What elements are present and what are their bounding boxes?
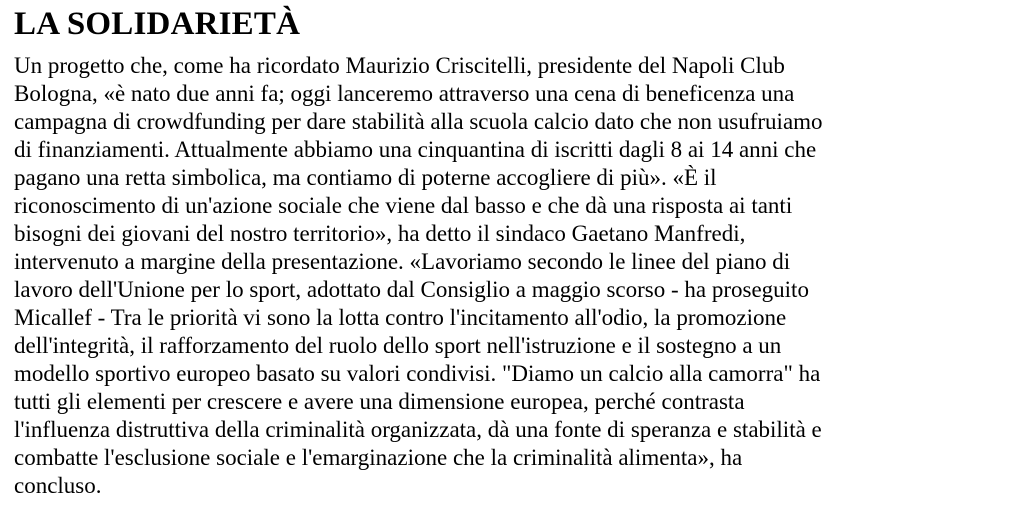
paragraph-line: Bologna, «è nato due anni fa; oggi lanceremo attraverso una cena di beneficenza una <box>14 81 795 106</box>
article-body <box>14 52 1018 500</box>
paragraph-line: bisogni dei giovani del nostro territorio», ha detto il sindaco Gaetano Manfredi, <box>14 221 746 246</box>
paragraph-line: lavoro dell'Unione per lo sport, adottato dal Consiglio a maggio scorso - ha proseguito <box>14 277 809 302</box>
paragraph-line: combatte l'esclusione sociale e l'emarginazione che la criminalità alimenta», ha <box>14 445 743 470</box>
paragraph-line: concluso. <box>14 473 102 498</box>
paragraph-line: l'influenza distruttiva della criminalità organizzata, dà una fonte di speranza e stabilità e <box>14 417 822 442</box>
paragraph-line: Un progetto che, come ha ricordato Maurizio Criscitelli, presidente del Napoli Club <box>14 53 785 78</box>
paragraph-line: dell'integrità, il rafforzamento del ruolo dello sport nell'istruzione e il sostegno a un <box>14 333 782 358</box>
paragraph-line: Micallef - Tra le priorità vi sono la lotta contro l'incitamento all'odio, la promozione <box>14 305 787 330</box>
paragraph-line: riconoscimento di un'azione sociale che viene dal basso e che dà una risposta ai tanti <box>14 193 793 218</box>
paragraph-line: modello sportivo europeo basato su valori condivisi. "Diamo un calcio alla camorra" ha <box>14 361 821 386</box>
paragraph-line: pagano una retta simbolica, ma contiamo di poterne accogliere di più». «È il <box>14 165 717 190</box>
paragraph-line: campagna di crowdfunding per dare stabilità alla scuola calcio dato che non usufruiamo <box>14 109 823 134</box>
article-title: LA SOLIDARIETÀ <box>14 6 301 42</box>
paragraph-line: tutti gli elementi per crescere e avere una dimensione europea, perché contrasta <box>14 389 745 414</box>
paragraph-line: intervenuto a margine della presentazione. «Lavoriamo secondo le linee del piano di <box>14 249 791 274</box>
paragraph-line: di finanziamenti. Attualmente abbiamo una cinquantina di iscritti dagli 8 ai 14 anni che <box>14 137 817 162</box>
